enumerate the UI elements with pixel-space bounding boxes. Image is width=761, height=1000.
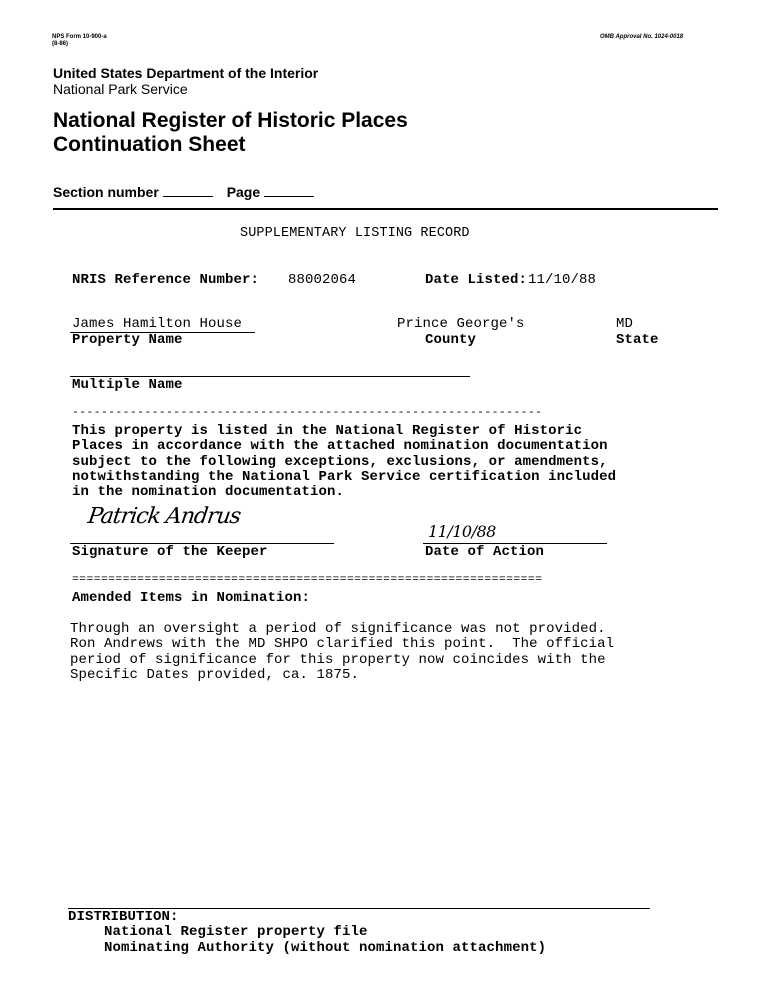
date-listed-label: Date Listed: — [425, 272, 528, 288]
section-page-line — [53, 184, 318, 200]
date-listed-value: 11/10/88 — [528, 272, 597, 288]
property-name-label: Property Name — [72, 332, 183, 348]
county-value: Prince George's — [397, 316, 525, 332]
multiple-name-label: Multiple Name — [72, 377, 183, 393]
omb-approval: OMB Approval No. 1024-0018 — [600, 34, 684, 40]
statement-line-1: This property is listed in the National Register of Historic — [72, 423, 583, 439]
statement-line-2: Places in accordance with the attached nomination documentation — [72, 438, 608, 454]
statement-line-3: subject to the following exceptions, exclusions, or amendments, — [72, 454, 608, 470]
action-date-label: Date of Action — [425, 544, 545, 560]
distribution-item-1: National Register property file — [104, 924, 368, 940]
signature-label: Signature of the Keeper — [72, 544, 268, 560]
dash-rule: ----------------------------------------------------------------- — [72, 407, 543, 419]
form-date: (8-86) — [52, 41, 69, 47]
state-label: State — [616, 332, 659, 348]
distribution-item-2: Nominating Authority (without nomination attachment) — [104, 940, 547, 956]
amended-heading: Amended Items in Nomination: — [72, 590, 311, 606]
agency-name: United States Department of the Interior — [53, 65, 319, 81]
nris-label: NRIS Reference Number: — [72, 272, 260, 288]
page-subtitle: Continuation Sheet — [53, 133, 246, 156]
keeper-signature: Patrick Andrus — [86, 504, 242, 529]
amended-line-4: Specific Dates provided, ca. 1875. — [70, 667, 360, 683]
section-number-blank — [163, 184, 213, 197]
county-label: County — [425, 332, 477, 348]
service-name: National Park Service — [53, 81, 188, 97]
form-number: NPS Form 10-900-a — [52, 34, 107, 40]
section-number-label: Section number — [53, 184, 159, 200]
equals-rule: ================================================================= — [72, 574, 543, 586]
amended-line-1: Through an oversight a period of significance was not provided. — [70, 621, 606, 637]
page-title: National Register of Historic Places — [53, 109, 408, 132]
record-heading: SUPPLEMENTARY LISTING RECORD — [240, 226, 470, 241]
page-number-blank — [264, 184, 314, 197]
action-date-handwritten: 11/10/88 — [428, 522, 496, 541]
page-label: Page — [226, 184, 261, 200]
property-name-value: James Hamilton House — [72, 316, 243, 332]
header-rule — [53, 208, 718, 210]
state-value: MD — [616, 316, 634, 332]
distribution-heading: DISTRIBUTION: — [68, 909, 179, 925]
statement-line-5: in the nomination documentation. — [72, 484, 345, 500]
amended-line-2: Ron Andrews with the MD SHPO clarified this point. The official — [70, 636, 615, 652]
nris-value: 88002064 — [288, 272, 357, 288]
statement-line-4: notwithstanding the National Park Service certification included — [72, 469, 617, 485]
amended-line-3: period of significance for this property now coincides with the — [70, 652, 606, 668]
